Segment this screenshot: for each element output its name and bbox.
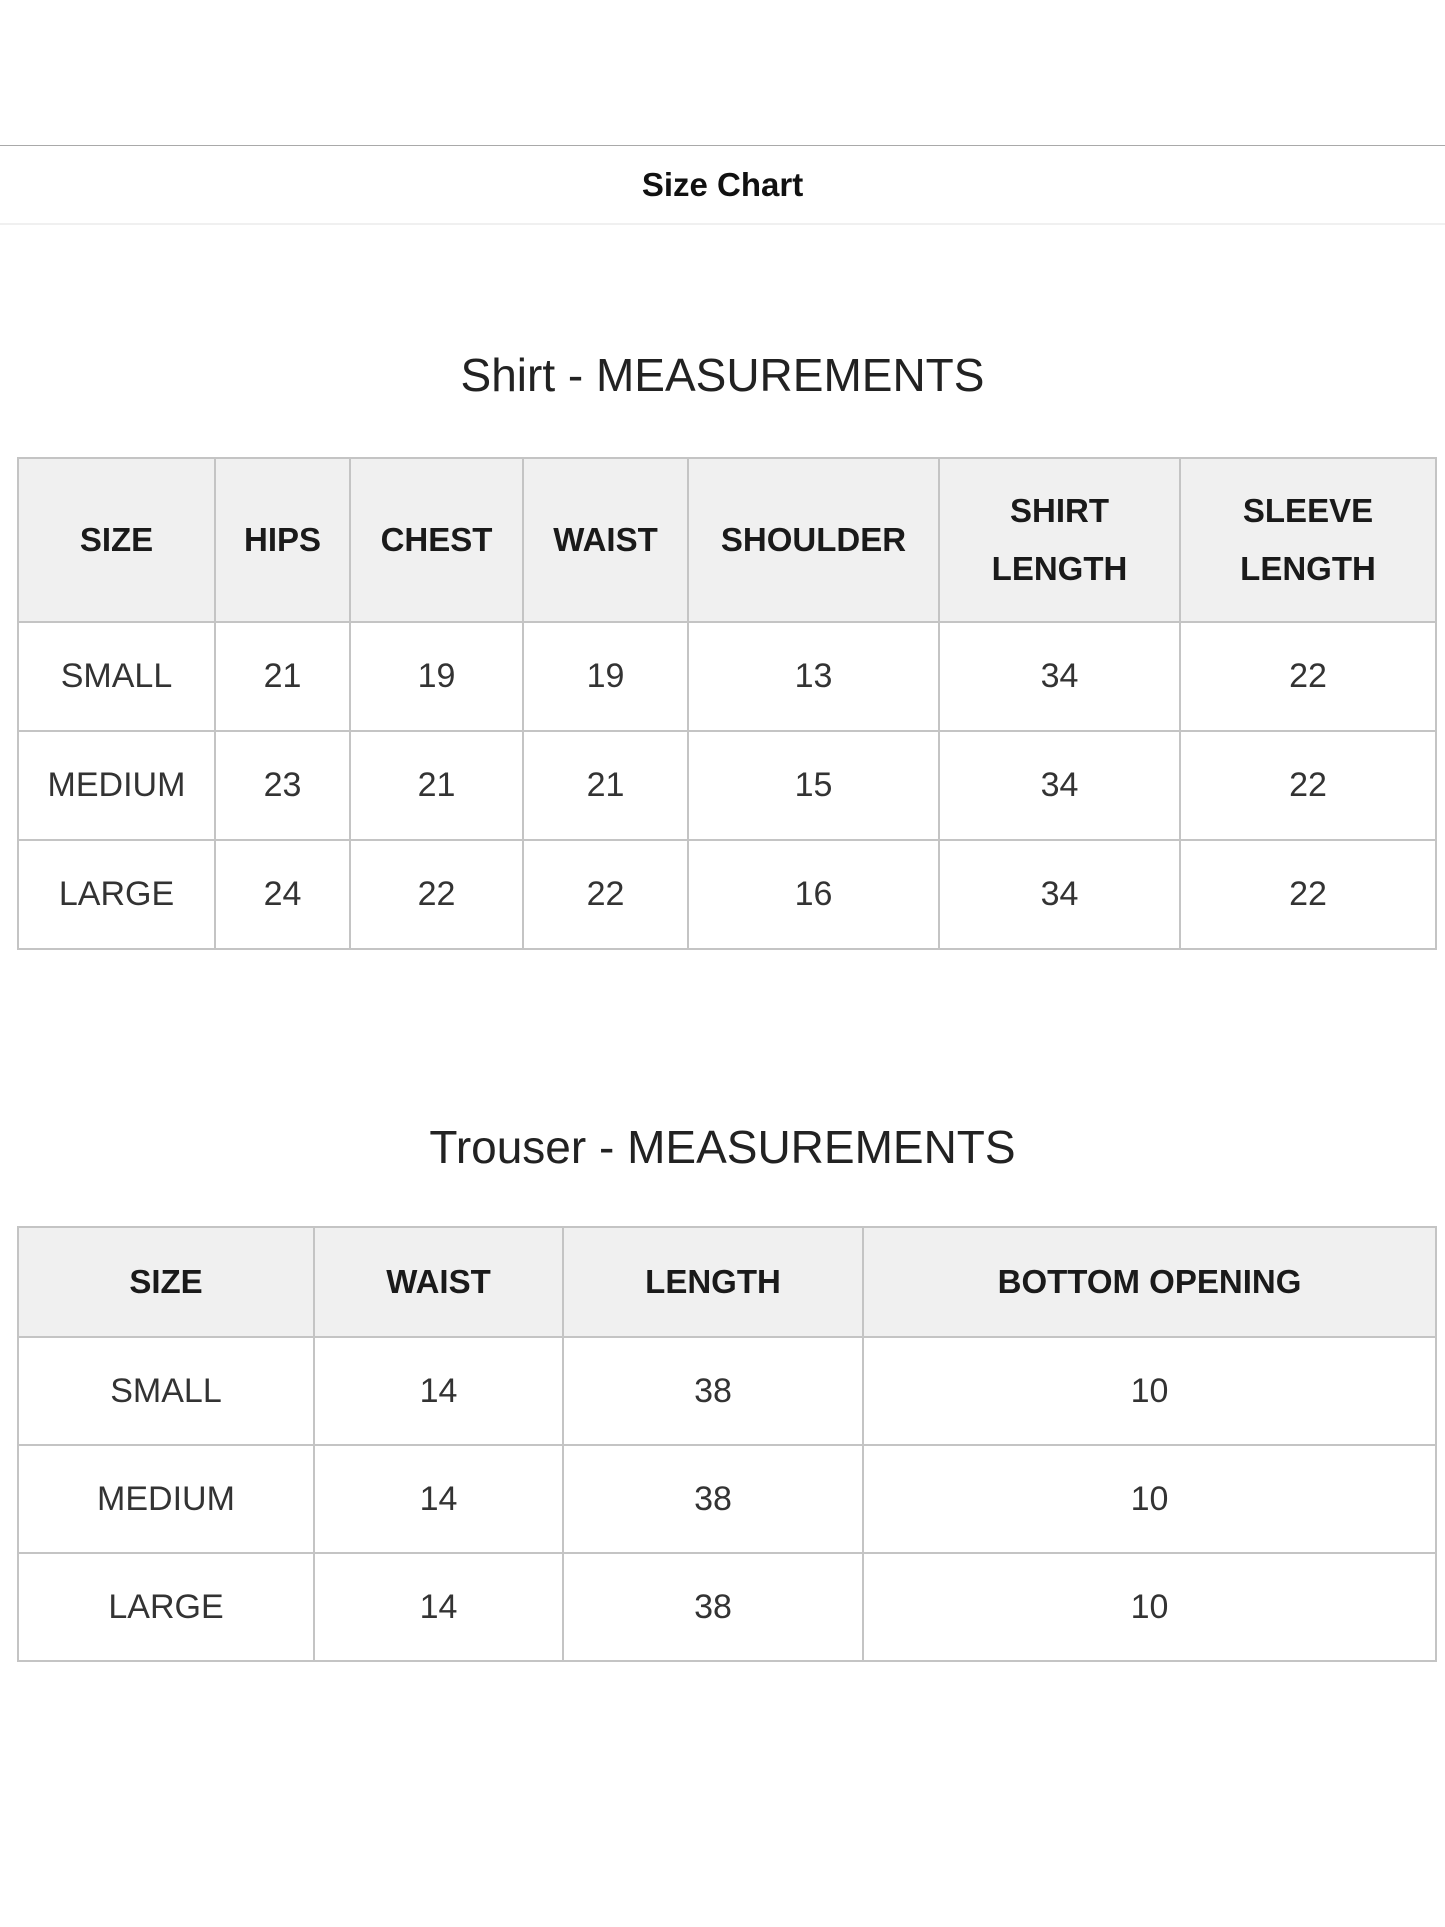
table-cell: 13 <box>688 622 939 731</box>
table-cell: 21 <box>350 731 523 840</box>
table-cell: 24 <box>215 840 350 949</box>
table-cell: 38 <box>563 1553 863 1661</box>
column-header-hips: HIPS <box>215 458 350 622</box>
table-cell: 14 <box>314 1445 563 1553</box>
table-cell: 19 <box>350 622 523 731</box>
table-cell: 10 <box>863 1445 1436 1553</box>
table-cell: 34 <box>939 731 1180 840</box>
table-cell: 34 <box>939 840 1180 949</box>
table-cell: 22 <box>1180 840 1436 949</box>
size-chart-header <box>0 145 1445 225</box>
table-row <box>18 1445 1436 1553</box>
table-cell: 16 <box>688 840 939 949</box>
table-cell: 23 <box>215 731 350 840</box>
table-cell: 22 <box>523 840 688 949</box>
table-cell: 21 <box>523 731 688 840</box>
table-cell: 22 <box>1180 622 1436 731</box>
page-title: Size Chart <box>641 165 804 203</box>
column-header-waist: WAIST <box>314 1227 563 1337</box>
table-cell: 10 <box>863 1337 1436 1445</box>
table-cell: 38 <box>563 1445 863 1553</box>
table-cell: 14 <box>314 1337 563 1445</box>
column-header-sleeve-length: SLEEVE LENGTH <box>1180 458 1436 622</box>
table-cell: 10 <box>863 1553 1436 1661</box>
table-row <box>18 731 1436 840</box>
column-header-bottom-opening: BOTTOM OPENING <box>863 1227 1436 1337</box>
table-cell: 21 <box>215 622 350 731</box>
table-row <box>18 622 1436 731</box>
table-cell: SMALL <box>18 622 215 731</box>
table-cell: SMALL <box>18 1337 314 1445</box>
table-row <box>18 840 1436 949</box>
table-header-row <box>18 458 1436 622</box>
column-header-size: SIZE <box>18 458 215 622</box>
table-cell: MEDIUM <box>18 731 215 840</box>
table-cell: 14 <box>314 1553 563 1661</box>
table-cell: MEDIUM <box>18 1445 314 1553</box>
trouser-measurements-table <box>17 1226 1437 1662</box>
table-cell: 22 <box>350 840 523 949</box>
table-cell: LARGE <box>18 840 215 949</box>
table-row <box>18 1553 1436 1661</box>
table-row <box>18 1337 1436 1445</box>
column-header-length: LENGTH <box>563 1227 863 1337</box>
table-cell: LARGE <box>18 1553 314 1661</box>
column-header-waist: WAIST <box>523 458 688 622</box>
shirt-section-title: Shirt - MEASUREMENTS <box>460 349 985 401</box>
table-header-row <box>18 1227 1436 1337</box>
table-cell: 15 <box>688 731 939 840</box>
trouser-section-title: Trouser - MEASUREMENTS <box>429 1121 1016 1173</box>
column-header-shoulder: SHOULDER <box>688 458 939 622</box>
column-header-chest: CHEST <box>350 458 523 622</box>
column-header-size: SIZE <box>18 1227 314 1337</box>
column-header-shirt-length: SHIRT LENGTH <box>939 458 1180 622</box>
table-cell: 22 <box>1180 731 1436 840</box>
table-cell: 19 <box>523 622 688 731</box>
shirt-measurements-table <box>17 457 1437 950</box>
table-cell: 34 <box>939 622 1180 731</box>
table-cell: 38 <box>563 1337 863 1445</box>
